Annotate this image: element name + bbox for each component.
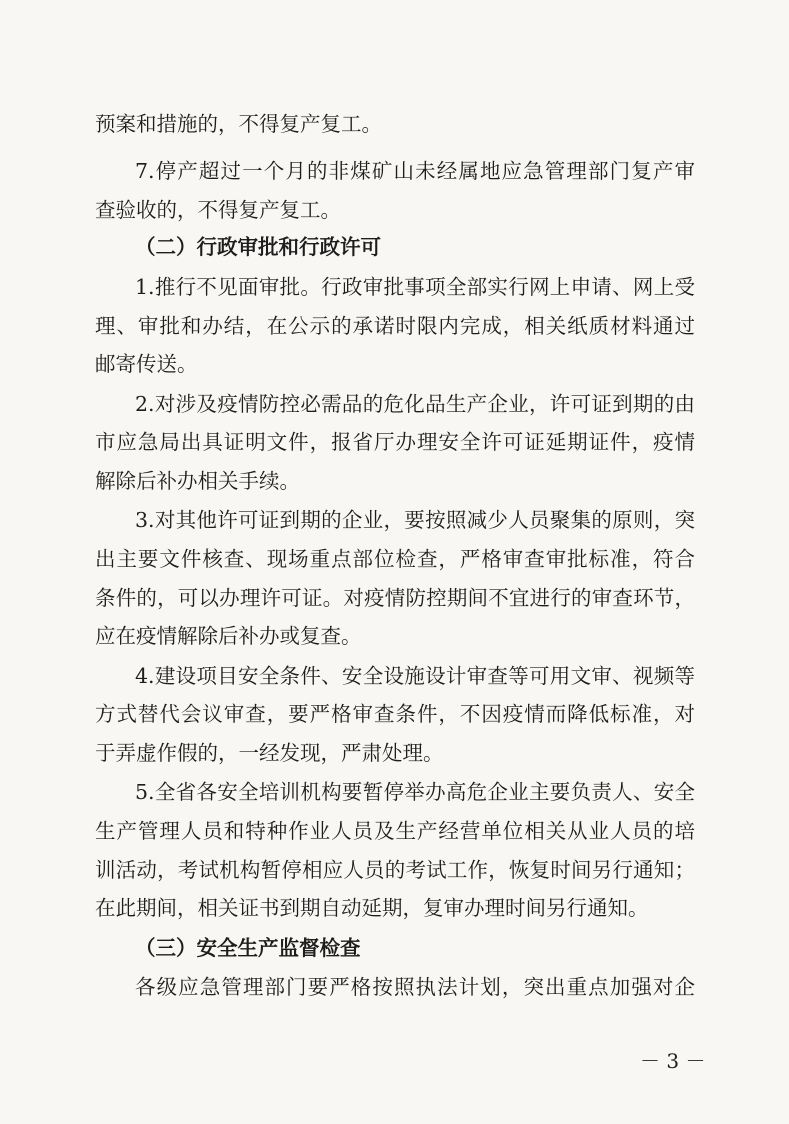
body-line: 1.推行不见面审批。行政审批事项全部实行网上申请、网上受	[135, 275, 695, 299]
body-line: 于弄虚作假的，一经发现，严肃处理。	[95, 741, 444, 765]
body-line: 邮寄传送。	[95, 352, 198, 376]
body-line: 5.全省各安全培训机构要暂停举办高危企业主要负责人、安全	[135, 780, 695, 804]
body-line: 应在疫情解除后补办或复查。	[95, 624, 362, 648]
body-line: 4.建设项目安全条件、安全设施设计审查等可用文审、视频等	[135, 664, 695, 688]
body-line: 出主要文件核查、现场重点部位检查，严格审查审批标准，符合	[95, 547, 695, 571]
body-line: 理、审批和办结，在公示的承诺时限内完成，相关纸质材料通过	[95, 314, 695, 338]
body-line: 各级应急管理部门要严格按照执法计划，突出重点加强对企	[135, 975, 695, 999]
body-line: 解除后补办相关手续。	[95, 469, 300, 493]
body-line: 方式替代会议审查，要严格审查条件，不因疫情而降低标准，对	[95, 702, 695, 726]
section-heading: （三）安全生产监督检查	[135, 936, 361, 960]
body-line: 市应急局出具证明文件，报省厅办理安全许可证延期证件，疫情	[95, 430, 695, 454]
body-line: 在此期间，相关证书到期自动延期，复审办理时间另行通知。	[95, 896, 649, 920]
body-line: 查验收的，不得复产复工。	[95, 198, 341, 222]
body-line: 3.对其他许可证到期的企业，要按照减少人员聚集的原则，突	[135, 508, 695, 532]
page-number: － 3 －	[640, 1049, 706, 1073]
body-line: 训活动，考试机构暂停相应人员的考试工作，恢复时间另行通知；	[95, 858, 695, 882]
body-line: 7.停产超过一个月的非煤矿山未经属地应急管理部门复产审	[135, 159, 695, 183]
section-heading: （二）行政审批和行政许可	[135, 235, 381, 259]
body-line: 预案和措施的，不得复产复工。	[95, 112, 382, 136]
body-line: 2.对涉及疫情防控必需品的危化品生产企业，许可证到期的由	[135, 392, 695, 416]
body-line: 生产管理人员和特种作业人员及生产经营单位相关从业人员的培	[95, 819, 695, 843]
body-line: 条件的，可以办理许可证。对疫情防控期间不宜进行的审查环节，	[95, 586, 695, 610]
